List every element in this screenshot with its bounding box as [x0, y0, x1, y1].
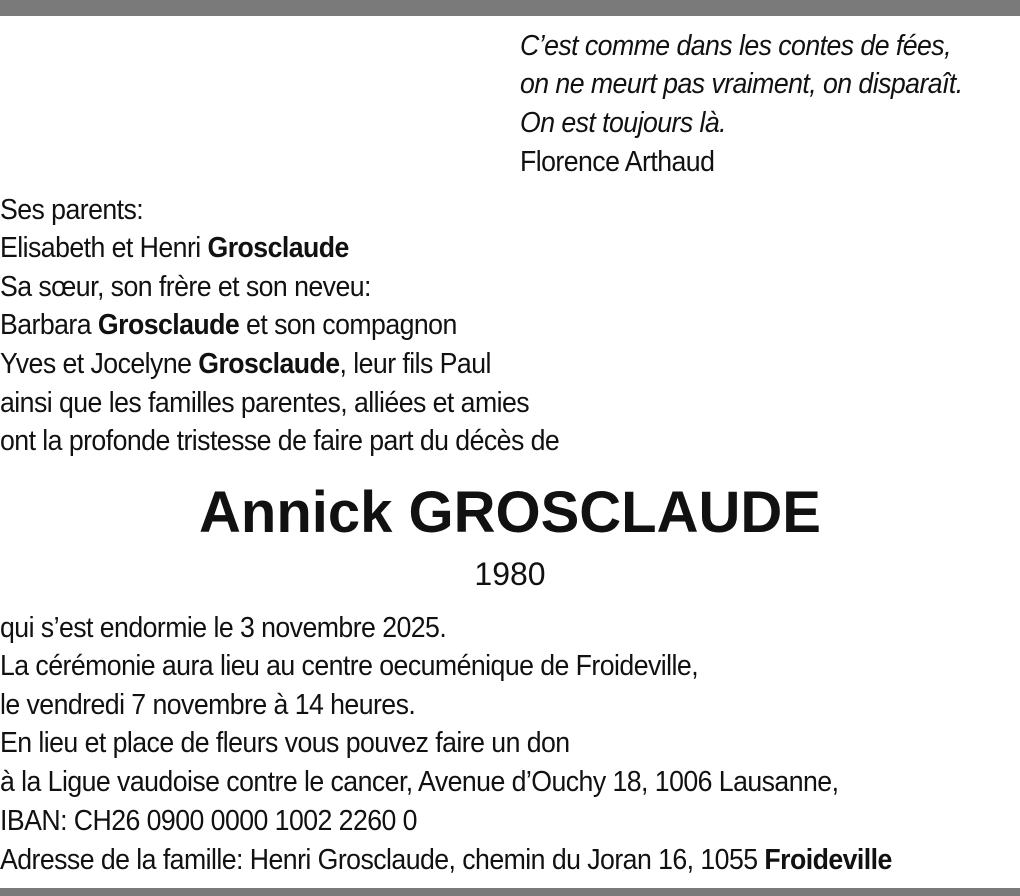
birth-year: 1980 [474, 556, 546, 592]
iban: IBAN: CH26 0900 0000 1002 2260 0 [0, 805, 417, 837]
parents-names [0, 229, 349, 267]
donation-text: En lieu et place de fleurs vous pouvez faire un don [0, 727, 570, 759]
quote-author: Florence Arthaud [520, 146, 715, 178]
siblings-label: Sa sœur, son frère et son neveu: [0, 271, 371, 303]
parents-label: Ses parents: [0, 194, 144, 226]
ceremony-place: La cérémonie aura lieu au centre oecuménique de Froideville, [0, 650, 699, 682]
quote-line-1: C’est comme dans les contes de fées, [520, 30, 951, 62]
brother-first-names: Yves et Jocelyne [0, 348, 199, 380]
address-town: Froideville [764, 844, 892, 876]
announcement-text: ont la profonde tristesse de faire part du décès de [0, 425, 560, 457]
nephew: , leur fils Paul [339, 348, 491, 380]
brother-line [0, 345, 491, 383]
quote-line-2: on ne meurt pas vraiment, on disparaît. [520, 68, 963, 100]
family-address [0, 841, 892, 879]
sister-line [0, 306, 457, 344]
parents-surname: Grosclaude [207, 232, 349, 264]
passing-date: qui s’est endormie le 3 novembre 2025. [0, 612, 447, 644]
donation-recipient: à la Ligue vaudoise contre le cancer, Avenue d’Ouchy 18, 1006 Lausanne, [0, 766, 839, 798]
bottom-border [0, 888, 1020, 896]
sister-surname: Grosclaude [97, 309, 240, 341]
quote-line-3: On est toujours là. [520, 107, 727, 139]
deceased-name: Annick GROSCLAUDE [199, 480, 821, 545]
brother-surname: Grosclaude [198, 348, 340, 380]
sister-first-name: Barbara [0, 309, 98, 341]
address-street: Adresse de la famille: Henri Grosclaude, chemin du Joran 16, 1055 [0, 844, 765, 876]
top-border [0, 0, 1020, 16]
parents-first-names: Elisabeth et Henri [0, 232, 208, 264]
extended-family: ainsi que les familles parentes, alliées et amies [0, 387, 530, 419]
ceremony-time: le vendredi 7 novembre à 14 heures. [0, 689, 416, 721]
sister-companion: et son compagnon [239, 309, 457, 341]
